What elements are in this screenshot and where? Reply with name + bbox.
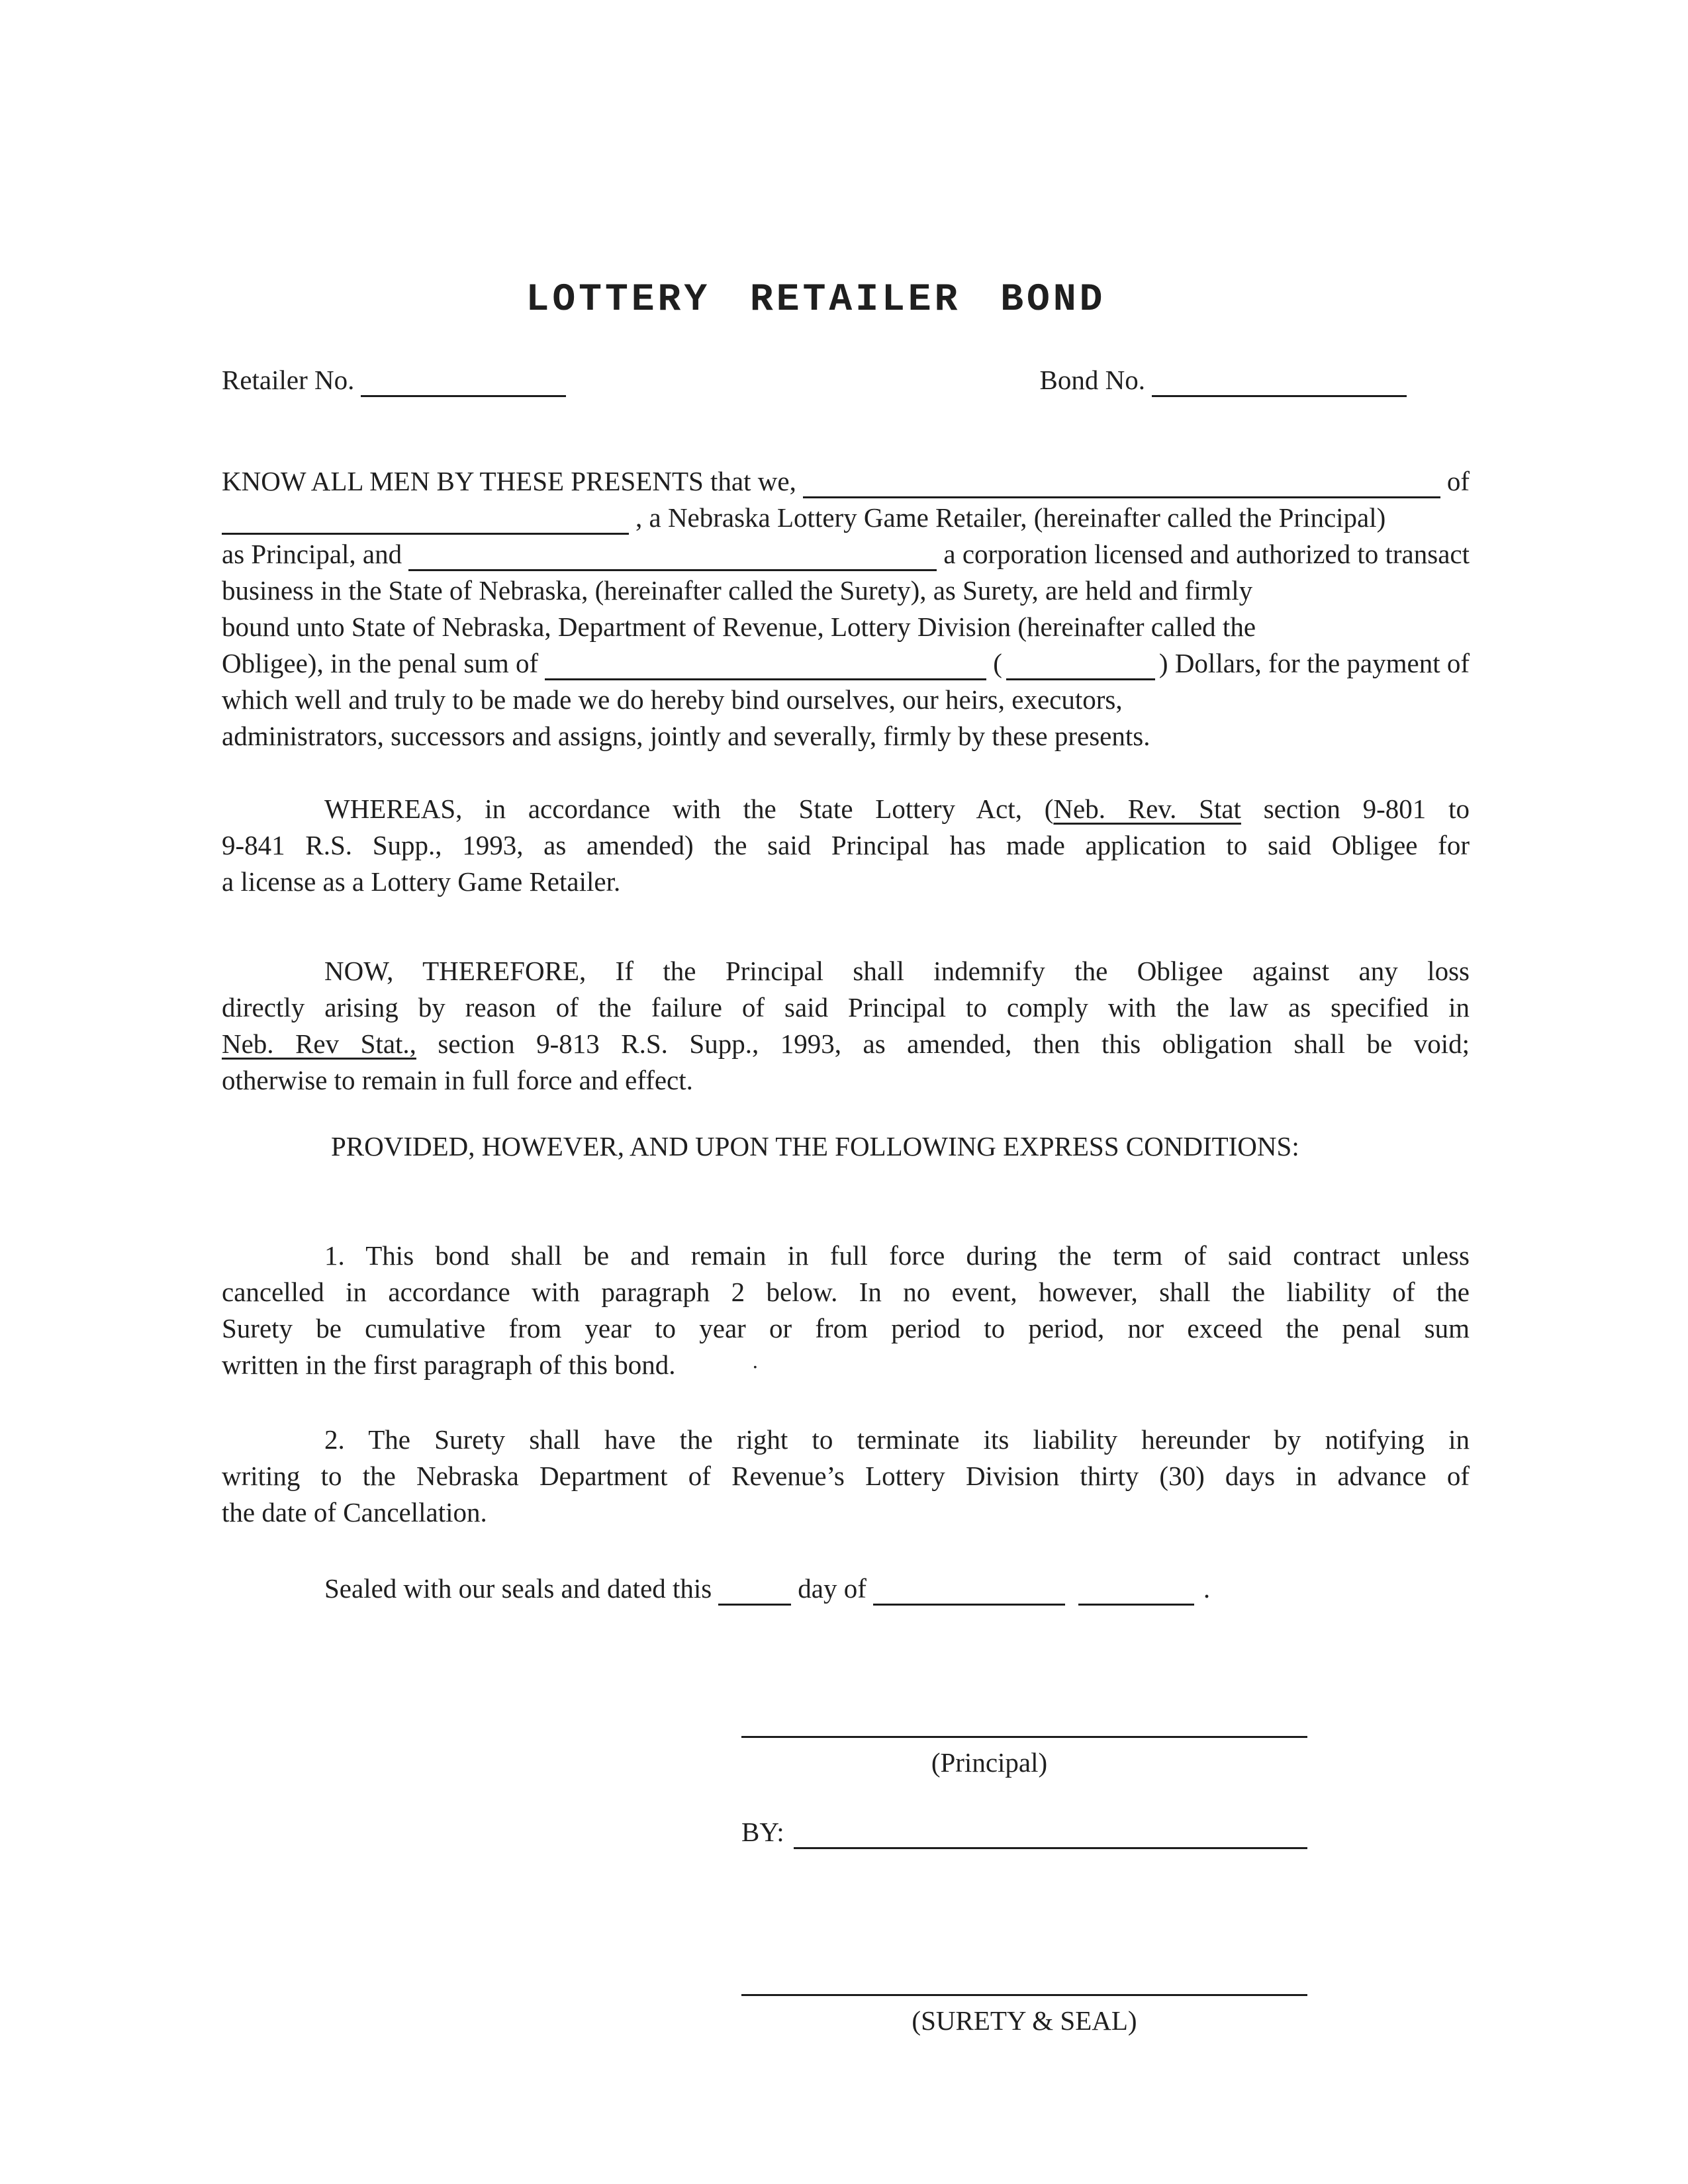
condition-2-line-3: the date of Cancellation.	[222, 1497, 487, 1527]
opening-line-2	[222, 500, 1470, 536]
condition-1-line-2: cancelled in accordance with paragraph 2 below. In no event, however, shall the liability of the	[222, 1277, 1470, 1307]
retailer-no-group	[222, 362, 573, 398]
opening-line-2-text: , a Nebraska Lottery Game Retailer, (hereinafter called the Principal)	[635, 502, 1386, 533]
header-row	[222, 362, 1470, 398]
retailer-no-label: Retailer No.	[222, 365, 355, 395]
now-line-1: NOW, THEREFORE, If the Principal shall indemnify the Obligee against any loss	[324, 956, 1470, 986]
stray-mark: ·	[751, 1355, 759, 1379]
bond-no-group	[1040, 362, 1413, 398]
opening-line-1-end: of	[1446, 466, 1470, 496]
whereas-line-1	[222, 791, 1470, 827]
opening-line-8: administrators, successors and assigns, jointly and severally, firmly by these presents.	[222, 721, 1150, 751]
opening-line-3	[222, 536, 1470, 572]
whereas-line-1-pre: WHEREAS, in accordance with the State Lottery Act, (	[324, 794, 1054, 824]
now-line-3-post: section 9-813 R.S. Supp., 1993, as amended, then this obligation shall be void;	[416, 1028, 1470, 1059]
statute-citation-underlined: Neb. Rev. Stat	[1053, 794, 1241, 824]
sealed-dated-line	[222, 1570, 1470, 1607]
document-title: LOTTERY RETAILER BOND	[526, 279, 1106, 322]
opening-line-6-text: Obligee), in the penal sum of	[222, 648, 539, 678]
surety-signature-line	[741, 1994, 1307, 1996]
now-line-2: directly arising by reason of the failure of said Principal to comply with the law as specified in	[222, 992, 1470, 1023]
opening-line-7: which well and truly to be made we do hereby bind ourselves, our heirs, executors,	[222, 684, 1123, 715]
opening-line-4: business in the State of Nebraska, (hereinafter called the Surety), as Surety, are held and firmly	[222, 575, 1253, 606]
opening-line-6-end: ) Dollars, for the payment of	[1158, 648, 1470, 678]
whereas-line-2: 9-841 R.S. Supp., 1993, as amended) the said Principal has made application to said Obligee for	[222, 830, 1470, 860]
whereas-line-3: a license as a Lottery Game Retailer.	[222, 866, 621, 897]
provided-conditions-heading: PROVIDED, HOWEVER, AND UPON THE FOLLOWING EXPRESS CONDITIONS:	[331, 1131, 1299, 1161]
condition-1-line-3: Surety be cumulative from year to year or from period to period, nor exceed the penal sum	[222, 1313, 1470, 1343]
condition-2-line-1: 2. The Surety shall have the right to terminate its liability hereunder by notifying in	[324, 1424, 1470, 1455]
day-blank	[718, 1570, 791, 1606]
penal-sum-words-blank	[545, 645, 986, 680]
by-row	[741, 1814, 1307, 1850]
condition-1-paragraph	[222, 1238, 1470, 1385]
condition-1-line-1: 1. This bond shall be and remain in full force during the term of said contract unless	[324, 1240, 1470, 1271]
principal-address-blank	[222, 500, 629, 535]
opening-line-1	[222, 463, 1470, 500]
opening-line-3-end: a corporation licensed and authorized to transact	[943, 539, 1470, 569]
condition-1-line-4	[222, 1347, 1470, 1385]
bond-no-label: Bond No.	[1039, 365, 1145, 395]
open-paren: (	[993, 648, 1002, 678]
bond-no-blank	[1152, 362, 1407, 397]
day-of-text: day of	[798, 1573, 867, 1604]
signature-block	[741, 1736, 1307, 2039]
surety-name-blank	[408, 536, 937, 571]
by-label: BY:	[741, 1817, 784, 1847]
opening-line-1-text: KNOW ALL MEN BY THESE PRESENTS that we,	[222, 466, 796, 496]
condition-1-line-4-text: written in the first paragraph of this bond.	[222, 1349, 676, 1380]
condition-2-line-2: writing to the Nebraska Department of Revenue’s Lottery Division thirty (30) days in advance of	[222, 1461, 1470, 1491]
document-content	[222, 0, 1470, 2039]
penal-sum-figures-blank	[1006, 645, 1155, 680]
condition-2-paragraph	[222, 1422, 1470, 1531]
sealed-period: .	[1203, 1573, 1211, 1604]
statute-citation-underlined-2: Neb. Rev Stat.,	[222, 1028, 416, 1059]
whereas-line-1-post: section 9-801 to	[1241, 794, 1470, 824]
month-blank	[873, 1570, 1065, 1606]
opening-line-3-text: as Principal, and	[222, 539, 402, 569]
principal-signature-line	[741, 1736, 1307, 1738]
whereas-paragraph	[222, 791, 1470, 900]
surety-seal-label: (SURETY & SEAL)	[912, 2005, 1137, 2036]
principal-name-blank	[803, 463, 1440, 498]
now-therefore-paragraph	[222, 953, 1470, 1099]
by-signature-blank	[794, 1814, 1307, 1849]
opening-paragraph	[222, 463, 1470, 754]
principal-label: (Principal)	[931, 1747, 1048, 1778]
opening-line-5: bound unto State of Nebraska, Department of Revenue, Lottery Division (hereinafter called the	[222, 612, 1256, 642]
now-line-3	[222, 1026, 1470, 1062]
year-blank	[1078, 1570, 1194, 1606]
sealed-text: Sealed with our seals and dated this	[324, 1573, 712, 1604]
retailer-no-blank	[361, 362, 566, 397]
opening-line-6	[222, 645, 1470, 682]
now-line-4: otherwise to remain in full force and effect.	[222, 1065, 693, 1095]
